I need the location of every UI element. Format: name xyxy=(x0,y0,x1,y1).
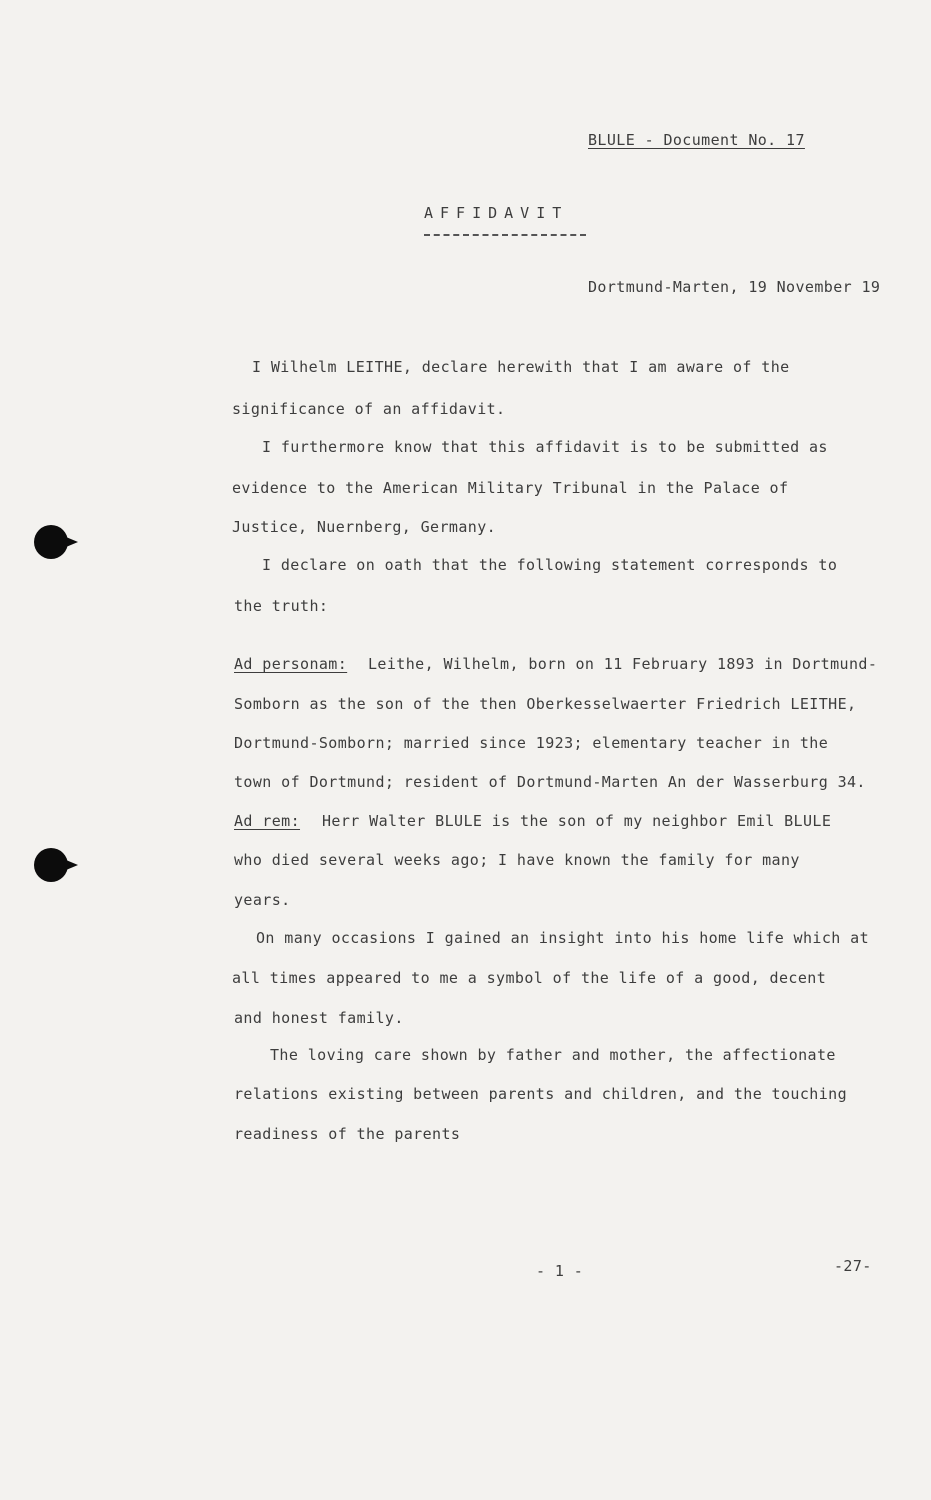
title-underline xyxy=(424,234,586,236)
body-line-8: Leithe, Wilhelm, born on 11 February 1893 in Dortmund- xyxy=(368,655,878,673)
body-line-15: On many occasions I gained an insight into his home life which at xyxy=(256,929,869,947)
body-line-18: The loving care shown by father and mother, the affectionate xyxy=(270,1046,836,1064)
body-line-13: who died several weeks ago; I have known the family for many xyxy=(234,851,800,869)
place-date: Dortmund-Marten, 19 November 19 xyxy=(588,278,881,296)
body-line-1: I Wilhelm LEITHE, declare herewith that I am aware of the xyxy=(252,358,790,376)
document-title: AFFIDAVIT xyxy=(424,204,569,222)
ad-personam-label: Ad personam: xyxy=(234,655,348,673)
document-reference: BLULE - Document No. 17 xyxy=(588,131,805,149)
body-line-17: and honest family. xyxy=(234,1009,404,1027)
body-line-7: the truth: xyxy=(234,597,329,615)
body-line-6: I declare on oath that the following statement corresponds to xyxy=(262,556,838,574)
punch-hole-upper xyxy=(34,525,68,559)
sheet-number: -27- xyxy=(834,1257,872,1275)
body-line-12: Herr Walter BLULE is the son of my neighbor Emil BLULE xyxy=(322,812,832,830)
punch-hole-lower xyxy=(34,848,68,882)
ad-rem-label: Ad rem: xyxy=(234,812,301,830)
body-line-14: years. xyxy=(234,891,291,909)
body-line-4: evidence to the American Military Tribunal in the Palace of xyxy=(232,479,789,497)
page-number: - 1 - xyxy=(536,1262,584,1280)
body-line-10: Dortmund-Somborn; married since 1923; elementary teacher in the xyxy=(234,734,829,752)
body-line-3: I furthermore know that this affidavit is to be submitted as xyxy=(262,438,828,456)
body-line-20: readiness of the parents xyxy=(234,1125,461,1143)
body-line-19: relations existing between parents and children, and the touching xyxy=(234,1085,847,1103)
body-line-11: town of Dortmund; resident of Dortmund-Marten An der Wasserburg 34. xyxy=(234,773,866,791)
body-line-9: Somborn as the son of the then Oberkesselwaerter Friedrich LEITHE, xyxy=(234,695,857,713)
body-line-16: all times appeared to me a symbol of the life of a good, decent xyxy=(232,969,827,987)
body-line-2: significance of an affidavit. xyxy=(232,400,506,418)
body-line-5: Justice, Nuernberg, Germany. xyxy=(232,518,497,536)
